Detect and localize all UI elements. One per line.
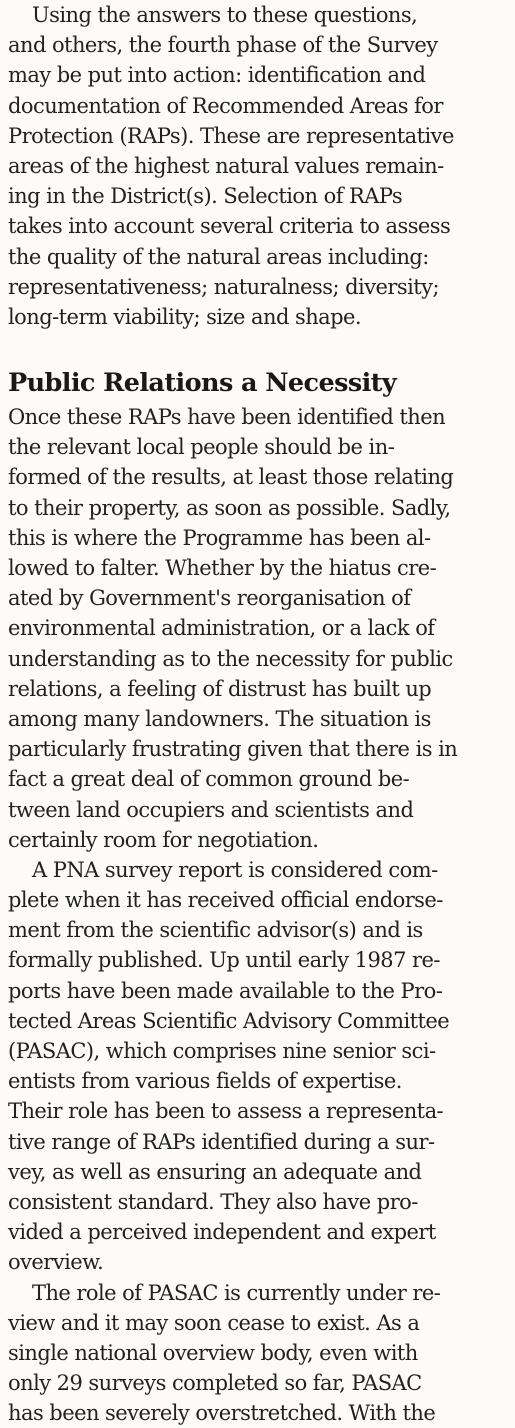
text-line: Protection (RAPs). These are representative xyxy=(8,121,508,151)
text-line: has been severely overstretched. With the xyxy=(8,1398,508,1428)
text-line: the quality of the natural areas including: xyxy=(8,242,508,272)
paragraph-gap xyxy=(8,332,508,364)
text-line: takes into account several criteria to assess xyxy=(8,211,508,241)
text-line: view and it may soon cease to exist. As a xyxy=(8,1308,508,1338)
text-line: this is where the Programme has been al- xyxy=(8,523,508,553)
text-line: ports have been made available to the Pro- xyxy=(8,976,508,1006)
text-line: tive range of RAPs identified during a sur- xyxy=(8,1127,508,1157)
text-line: (PASAC), which comprises nine senior sci- xyxy=(8,1036,508,1066)
paragraph-2 xyxy=(8,855,508,1278)
text-line: fact a great deal of common ground be- xyxy=(8,764,508,794)
text-line: environmental administration, or a lack of xyxy=(8,613,508,643)
text-line: vided a perceived independent and expert xyxy=(8,1217,508,1247)
text-line: entists from various fields of expertise. xyxy=(8,1066,508,1096)
text-line: Their role has been to assess a representa- xyxy=(8,1096,508,1126)
text-line: and others, the fourth phase of the Survey xyxy=(8,30,508,60)
text-line: understanding as to the necessity for public xyxy=(8,644,508,674)
text-line: may be put into action: identification and xyxy=(8,60,508,90)
paragraph-1 xyxy=(8,402,508,855)
text-line: ated by Government's reorganisation of xyxy=(8,583,508,613)
text-line: vey, as well as ensuring an adequate and xyxy=(8,1157,508,1187)
text-line: the relevant local people should be in- xyxy=(8,432,508,462)
text-column xyxy=(8,0,508,1428)
section-heading: Public Relations a Necessity xyxy=(8,364,508,402)
text-line: documentation of Recommended Areas for xyxy=(8,91,508,121)
text-line: to their property, as soon as possible. Sadly, xyxy=(8,493,508,523)
text-line: The role of PASAC is currently under re- xyxy=(8,1278,508,1308)
text-line: formally published. Up until early 1987 re- xyxy=(8,945,508,975)
intro-paragraph xyxy=(8,0,508,332)
text-line: A PNA survey report is considered com- xyxy=(8,855,508,885)
text-line: ing in the District(s). Selection of RAPs xyxy=(8,181,508,211)
text-line: consistent standard. They also have pro- xyxy=(8,1187,508,1217)
text-line: Once these RAPs have been identified then xyxy=(8,402,508,432)
text-line: plete when it has received official endorse- xyxy=(8,885,508,915)
text-line: overview. xyxy=(8,1247,508,1277)
paragraph-3 xyxy=(8,1278,508,1428)
text-line: representativeness; naturalness; diversity; xyxy=(8,272,508,302)
text-line: particularly frustrating given that there is in xyxy=(8,734,508,764)
text-line: certainly room for negotiation. xyxy=(8,825,508,855)
text-line: tected Areas Scientific Advisory Committee xyxy=(8,1006,508,1036)
text-line: only 29 surveys completed so far, PASAC xyxy=(8,1368,508,1398)
text-line: areas of the highest natural values remain- xyxy=(8,151,508,181)
text-line: long-term viability; size and shape. xyxy=(8,302,508,332)
text-line: relations, a feeling of distrust has built up xyxy=(8,674,508,704)
text-line: formed of the results, at least those relating xyxy=(8,462,508,492)
text-line: single national overview body, even with xyxy=(8,1338,508,1368)
text-line: tween land occupiers and scientists and xyxy=(8,795,508,825)
text-line: Using the answers to these questions, xyxy=(8,0,508,30)
text-line: ment from the scientific advisor(s) and is xyxy=(8,915,508,945)
text-line: among many landowners. The situation is xyxy=(8,704,508,734)
text-line: lowed to falter. Whether by the hiatus cre- xyxy=(8,553,508,583)
